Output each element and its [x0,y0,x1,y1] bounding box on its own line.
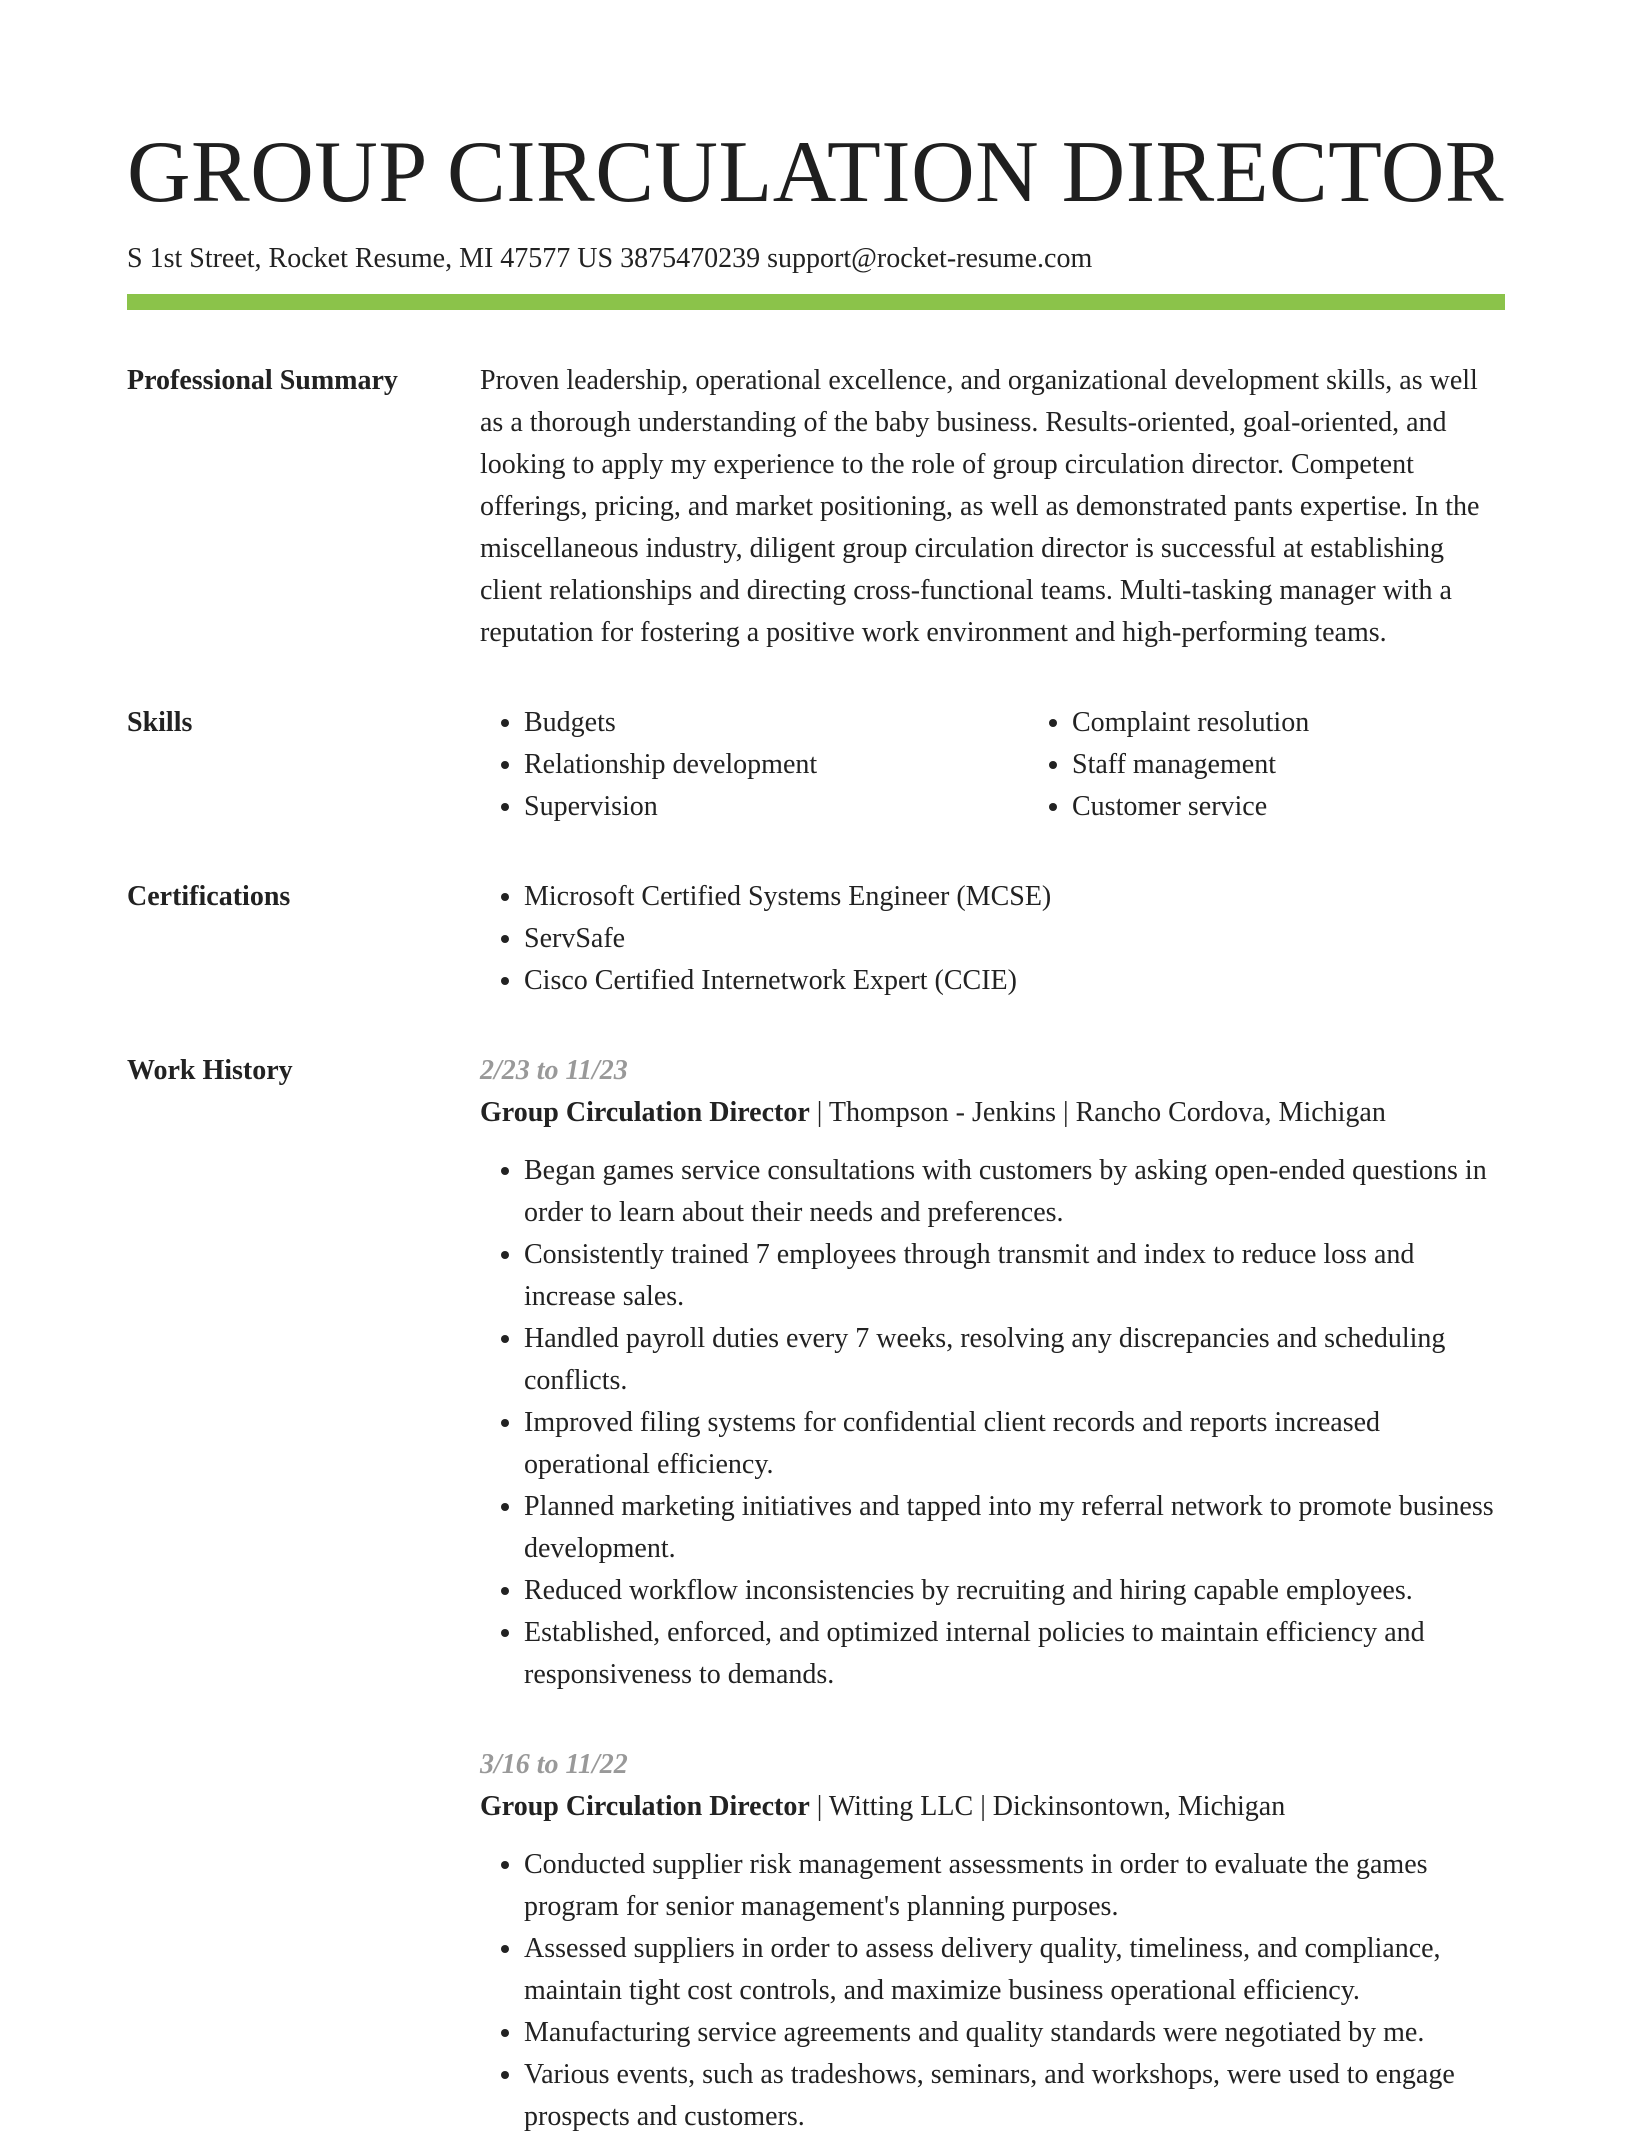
certification-item: • Cisco Certified Internetwork Expert (CCIE) [524,960,1505,1002]
certification-item: • ServSafe [524,918,1505,960]
skills-list-left [480,702,1028,828]
job-entry [480,1744,1505,2138]
job-bullet: • Reduced workflow inconsistencies by recruiting and hiring capable employees. [524,1570,1505,1612]
job-bullets [480,1844,1505,2138]
skill-item: • Budgets [524,702,1028,744]
header-accent-divider [127,294,1505,310]
job-bullet: • Improved filing systems for confidential client records and reports increased operational efficiency. [524,1402,1505,1486]
job-title: Group Circulation Director [480,1791,810,1822]
skill-item: • Staff management [1072,744,1576,786]
job-bullet: • Conducted supplier risk management assessments in order to evaluate the games program for senior management's planning purposes. [524,1844,1505,1928]
section-professional-summary [127,360,1505,654]
skills-list-right [1028,702,1576,828]
job-bullet: • Handled payroll duties every 7 weeks, resolving any discrepancies and scheduling conflicts. [524,1318,1505,1402]
section-body [480,360,1505,654]
contact-email[interactable]: support@rocket-resume.com [767,243,1093,274]
section-body [480,876,1505,1002]
resume-page [127,118,1505,2138]
section-title: Work History [127,1055,293,1086]
job-title: Group Circulation Director [480,1097,810,1128]
job-bullet: • Manufacturing service agreements and quality standards were negotiated by me. [524,2012,1505,2054]
skill-item: • Complaint resolution [1072,702,1576,744]
contact-address: S 1st Street, Rocket Resume, MI 47577 US [127,243,614,274]
job-location: Dickinsontown, Michigan [992,1791,1286,1822]
section-body [480,702,1576,828]
job-bullet: • Began games service consultations with customers by asking open-ended questions in order to learn about their needs and preferences. [524,1150,1505,1234]
skill-item: • Customer service [1072,786,1576,828]
summary-text: Proven leadership, operational excellence, and organizational development skills, as well as a thorough understanding of the baby business. Results-oriented, goal-oriented, and looking to apply my experience to the role of group circulation director. Competent offerings, pricing, and market positioning, as well as demonstrated pants expertise. In the miscellaneous industry, diligent group circulation director is successful at establishing client relationships and directing cross-functional teams. Multi-tasking manager with a reputation for fostering a positive work environment and high-performing teams. [480,365,1480,648]
job-dates: 3/16 to 11/22 [480,1749,628,1780]
job-title-line [480,1092,1505,1134]
certifications-list [480,876,1505,1002]
section-body [480,1050,1505,2138]
contact-phone: 3875470239 [620,243,761,274]
section-title: Professional Summary [127,365,398,396]
certification-item: • Microsoft Certified Systems Engineer (MCSE) [524,876,1505,918]
section-skills [127,702,1505,828]
job-entry [480,1050,1505,1696]
section-certifications [127,876,1505,1002]
job-company: Witting LLC [828,1791,974,1822]
section-work-history [127,1050,1505,2138]
job-bullet: • Established, enforced, and optimized internal policies to maintain efficiency and responsiveness to demands. [524,1612,1505,1696]
separator: | [1062,1097,1069,1128]
job-bullet: • Various events, such as tradeshows, seminars, and workshops, were used to engage prospects and customers. [524,2054,1505,2138]
separator: | [816,1791,823,1822]
skills-grid [480,702,1576,828]
separator: | [980,1791,986,1822]
job-bullet: • Planned marketing initiatives and tapped into my referral network to promote business development. [524,1486,1505,1570]
skill-item: • Relationship development [524,744,1028,786]
job-title-line [480,1786,1505,1828]
job-bullets [480,1150,1505,1696]
section-title: Certifications [127,881,291,912]
job-company: Thompson - Jenkins [828,1097,1056,1128]
job-bullet: • Assessed suppliers in order to assess delivery quality, timeliness, and compliance, maintain tight cost controls, and maximize business operational efficiency. [524,1928,1505,2012]
section-title: Skills [127,707,193,738]
skill-item: • Supervision [524,786,1028,828]
job-dates: 2/23 to 11/23 [480,1055,628,1086]
separator: | [816,1097,823,1128]
job-bullet: • Consistently trained 7 employees through transmit and index to reduce loss and increase sales. [524,1234,1505,1318]
contact-line [127,240,1505,278]
job-location: Rancho Cordova, Michigan [1075,1097,1386,1128]
resume-name-heading: GROUP CIRCULATION DIRECTOR [127,124,1505,221]
